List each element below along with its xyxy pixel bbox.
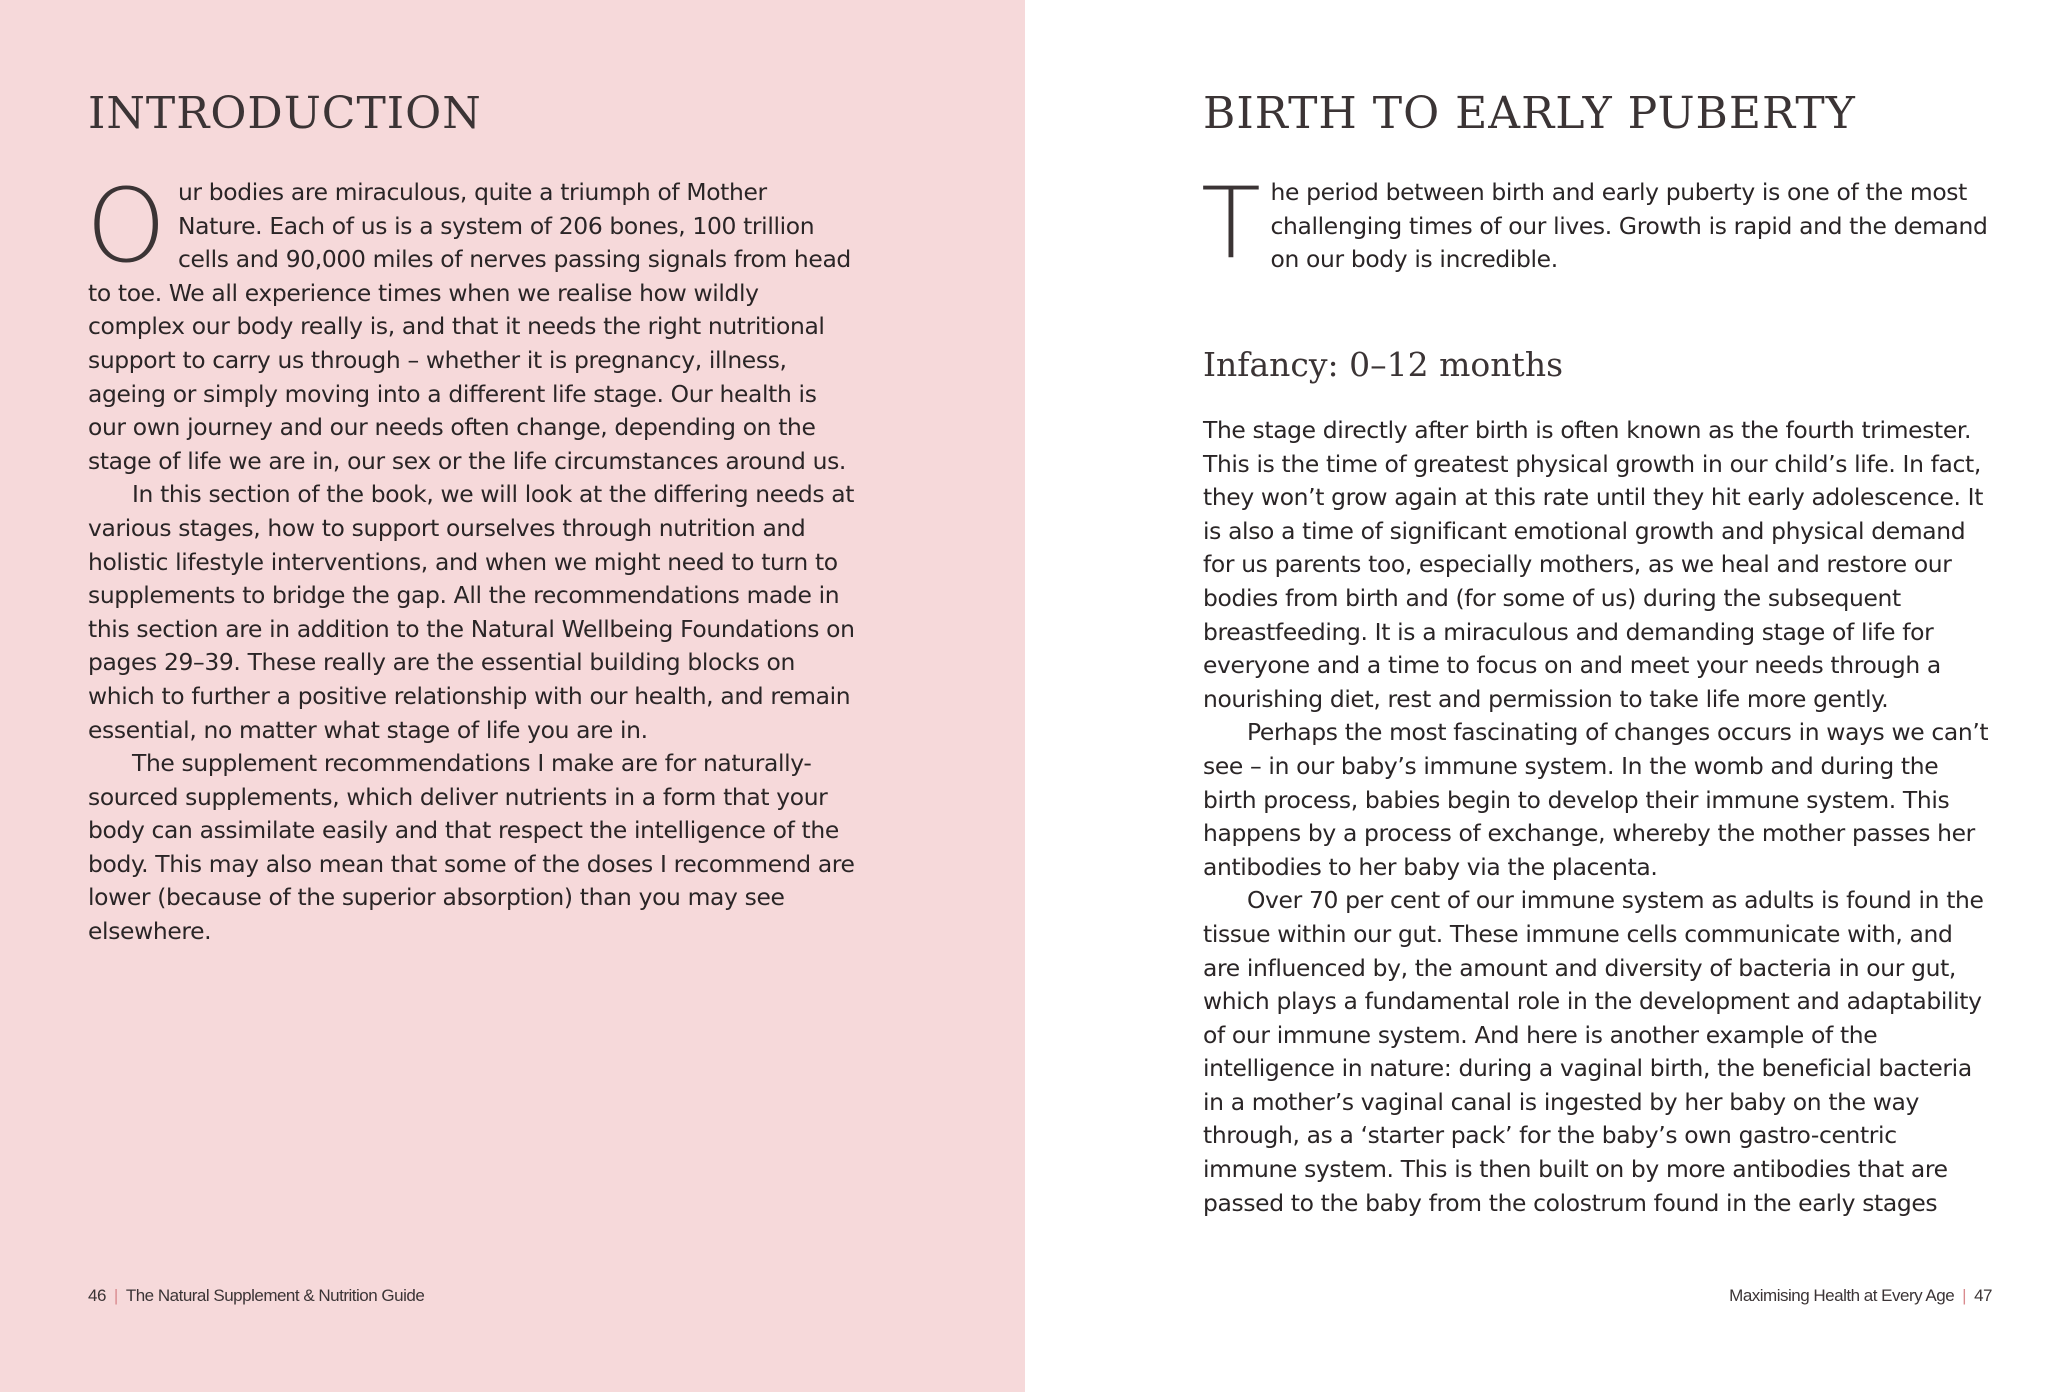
page-number: 46 bbox=[88, 1286, 106, 1305]
footer-separator: | bbox=[113, 1286, 118, 1305]
paragraph-text: he period between birth and early puberty is one of the most challenging times of our lives. Growth is rapid and the demand on our body is incredible. bbox=[1270, 178, 1988, 274]
paragraph: The stage directly after birth is often known as the fourth trimester. This is the time of greatest physical growth in our child’s life. In fact, they won’t grow again at this rate until they hit early adolescence. It is also a time of significant emotional growth and physical demand for us parents too, especially mothers, as we heal and restore our bodies from birth and (for some of us) during the subsequent breastfeeding. It is a miraculous and demanding stage of life for everyone and a time to focus on and meet your needs through a nourishing diet, rest and permission to take life more gently. bbox=[1203, 416, 1984, 713]
paragraph: Perhaps the most fascinating of changes occurs in ways we can’t see – in our baby’s immune system. In the womb and during the birth process, babies begin to develop their immune system. This happens by a process of exchange, whereby the mother passes her antibodies to her baby via the placenta. bbox=[1203, 718, 1989, 881]
page-heading: BIRTH TO EARLY PUBERTY bbox=[1203, 88, 1856, 139]
section-subheading: Infancy: 0–12 months bbox=[1203, 345, 1564, 384]
paragraph: The supplement recommendations I make are for naturally-sourced supplements, which deliver nutrients in a form that your body can assimilate easily and that respect the intelligence of the body. This may also mean that some of the doses I recommend are lower (because of the superior absorption) than you may see elsewhere. bbox=[88, 749, 855, 946]
page-heading: INTRODUCTION bbox=[88, 88, 482, 139]
left-footer bbox=[88, 1286, 424, 1306]
paragraph bbox=[1201, 167, 1995, 281]
infancy-body bbox=[1203, 414, 1995, 1220]
footer-separator: | bbox=[1962, 1286, 1967, 1305]
section-title: Maximising Health at Every Age bbox=[1729, 1286, 1955, 1305]
book-title: The Natural Supplement & Nutrition Guide bbox=[125, 1286, 425, 1305]
drop-cap: T bbox=[1201, 167, 1261, 281]
paragraph: In this section of the book, we will look at the differing needs at various stages, how to support ourselves through nutrition and holistic lifestyle interventions, and when we might need to turn to supplements to bridge the gap. All the recommendations made in this section are in addition to the Natural Wellbeing Foundations on pages 29–39. These really are the essential building blocks on which to further a positive relationship with our health, and remain essential, no matter what stage of life you are in. bbox=[88, 480, 855, 744]
right-page bbox=[1025, 0, 2048, 1392]
page-number: 47 bbox=[1974, 1286, 1992, 1305]
right-footer bbox=[1729, 1286, 1992, 1306]
intro-paragraph bbox=[1201, 167, 1995, 281]
paragraph bbox=[86, 167, 858, 478]
drop-cap: O bbox=[86, 167, 166, 286]
introduction-body bbox=[86, 167, 858, 949]
paragraph: Over 70 per cent of our immune system as adults is found in the tissue within our gut. These immune cells communicate with, and are influenced by, the amount and diversity of bacteria in our gut, which plays a fundamental role in the development and adaptability of our immune system. And here is another example of the intelligence in nature: during a vaginal birth, the beneficial bacteria in a mother’s vaginal canal is ingested by her baby on the way through, as a ‘starter pack’ for the baby’s own gastro-centric immune system. This is then built on by more antibodies that are passed to the baby from the colostrum found in the early stages bbox=[1203, 886, 1984, 1217]
paragraph-text: ur bodies are miraculous, quite a triumph of Mother Nature. Each of us is a system of 206 bones, 100 trillion cells and 90,000 miles of nerves passing signals from head to toe. We all experience times when we realise how wildly complex our body really is, and that it needs the right nutritional support to carry us through – whether it is pregnancy, illness, ageing or simply moving into a different life stage. Our health is our own journey and our needs often change, depending on the stage of life we are in, our sex or the life circumstances around us. bbox=[88, 178, 851, 475]
